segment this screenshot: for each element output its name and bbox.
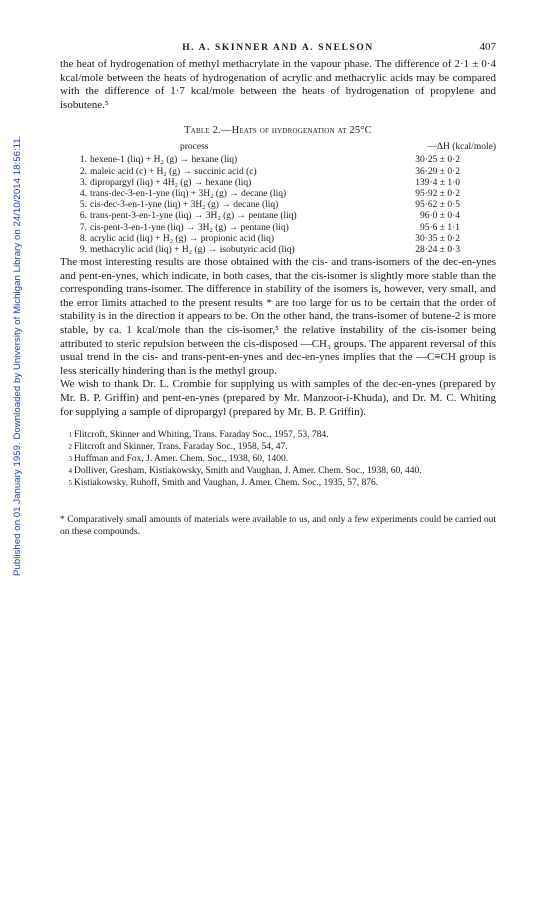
row-process: acrylic acid (liq) + H₂ (g) → propionic acid (liq) (90, 233, 275, 244)
row-number: 5. (79, 200, 87, 211)
row-number: 6. (79, 211, 87, 222)
table-row (60, 167, 496, 178)
row-value: 95·6 ± 1·1 (419, 222, 460, 233)
table-body (60, 155, 496, 256)
row-process: maleic acid (c) + H₂ (g) → succinic acid (c) (90, 166, 257, 177)
row-process: trans-dec-3-en-1-yne (liq) + 3H₂ (g) → decane (liq) (90, 188, 287, 199)
row-process: methacrylic acid (liq) + H₂ (g) → isobutyric acid (liq) (90, 244, 295, 255)
table-row (60, 200, 496, 211)
row-value: 95·92 ± 0·2 (415, 188, 460, 199)
reference-text: Flitcroft and Skinner, Trans. Faraday Soc., 1958, 54, 47. (74, 442, 288, 453)
row-process: cis-dec-3-en-1-yne (liq) + 3H₂ (g) → decane (liq) (90, 200, 279, 211)
table-title: —Heats of hydrogenation at 25°C (220, 125, 372, 137)
reference-item (60, 465, 496, 477)
table-row (60, 155, 496, 166)
row-number: 7. (79, 222, 87, 233)
row-number: 2. (79, 166, 87, 177)
table-row (60, 245, 496, 256)
table-row (60, 234, 496, 245)
row-value: 30·35 ± 0·2 (415, 233, 460, 244)
footnote: * Comparatively small amounts of materials were available to us, and only a few experiments could be carried out on these compounds. (60, 515, 496, 538)
reference-text: Huffman and Fox, J. Amer. Chem. Soc., 1938, 60, 1400. (74, 454, 289, 465)
page-header (60, 40, 496, 58)
column-header-delta-h: —ΔH (kcal/mole) (427, 142, 496, 153)
provenance-text: Published on 01 January 1959. Downloaded by University of Michigan Library on 24/10/2014 18:56:11. (12, 135, 23, 576)
row-number: 3. (79, 177, 87, 188)
reference-text: Flitcroft, Skinner and Whiting, Trans. Faraday Soc., 1957, 53, 784. (74, 430, 329, 441)
reference-text: Kistiakowsky, Ruhoff, Smith and Vaughan, J. Amer. Chem. Soc., 1935, 57, 876. (74, 478, 379, 489)
table-row (60, 189, 496, 200)
reference-number: 4 (68, 467, 72, 476)
row-value: 30·25 ± 0·2 (415, 155, 460, 166)
references-list (60, 429, 496, 489)
reference-number: 1 (68, 431, 72, 440)
table-caption (60, 125, 496, 136)
reference-number: 2 (68, 443, 72, 452)
row-value: 96·0 ± 0·4 (419, 211, 460, 222)
reference-item (60, 477, 496, 489)
row-value: 28·24 ± 0·3 (415, 244, 460, 255)
column-header-process: process (180, 142, 209, 153)
table-row (60, 211, 496, 222)
reference-number: 3 (68, 455, 72, 464)
reference-item (60, 441, 496, 453)
row-process: hexene-1 (liq) + H₂ (g) → hexane (liq) (90, 155, 238, 166)
row-number: 9. (79, 244, 87, 255)
row-number: 8. (79, 233, 87, 244)
table-row (60, 178, 496, 189)
row-process: trans-pent-3-en-1-yne (liq) → 3H₂ (g) → pentane (liq) (90, 211, 297, 222)
row-number: 4. (79, 188, 87, 199)
reference-item (60, 429, 496, 441)
row-number: 1. (79, 155, 87, 166)
row-value: 36·29 ± 0·2 (415, 166, 460, 177)
row-value: 95·62 ± 0·5 (415, 200, 460, 211)
table-label: Table 2. (184, 125, 221, 137)
reference-text: Dolliver, Gresham, Kistiakowsky, Smith and Vaughan, J. Amer. Chem. Soc., 1938, 60, 440. (74, 466, 422, 477)
paper-page (60, 40, 496, 538)
paragraph-2: The most interesting results are those obtained with the cis- and trans-isomers of the dec-en-ynes and pent-en-ynes, which indicate, in both cases, that the cis-isomer is slightly more stable than the corresponding trans-isomer. The difference in stability of the isomers is, however, very small, and the error limits attached to the present results * are too large for us to be certain that the order of stability is in the direction it appears to be. On the other hand, the trans-isomer of butene-2 is more stable, by ca. 1 kcal/mole than the cis-isomer,⁵ the relative instability of the cis-isomer being attributed to steric repulsion between the cis-disposed —CH₃ groups. The apparent reversal of this usual trend in the cis- and trans-pent-en-ynes and dec-en-ynes implies that the —C≡CH group is less sterically hindering than is the methyl group. (60, 256, 496, 377)
table-header-row (60, 142, 496, 155)
provenance-sidebar (0, 0, 23, 700)
hydrogenation-table (60, 142, 496, 256)
row-value: 139·4 ± 1·0 (415, 177, 460, 188)
acknowledgement-paragraph: We wish to thank Dr. L. Crombie for supplying us with samples of the dec-en-ynes (prepared by Mr. B. P. Griffin) and pent-en-ynes (prepared by Mr. Manzoor-i-Khuda), and Dr. M. C. Whiting for supplying a sample of dipropargyl (prepared by Mr. B. P. Griffin). (60, 378, 496, 418)
reference-item (60, 453, 496, 465)
row-process: cis-pent-3-en-1-yne (liq) → 3H₂ (g) → pentane (liq) (90, 222, 289, 233)
reference-number: 5 (68, 479, 72, 488)
paragraph-1: the heat of hydrogenation of methyl methacrylate in the vapour phase. The difference of 2·1 ± 0·4 kcal/mole between the heats of hydrogenation of acrylic and methacrylic acids may be compared with the difference of 1·7 kcal/mole between the heats of hydrogenation of propylene and isobutene.⁵ (60, 58, 496, 111)
row-process: dipropargyl (liq) + 4H₂ (g) → hexane (liq) (90, 177, 252, 188)
page-number: 407 (479, 41, 496, 53)
running-head: H. A. SKINNER AND A. SNELSON (182, 43, 374, 53)
table-row (60, 223, 496, 234)
